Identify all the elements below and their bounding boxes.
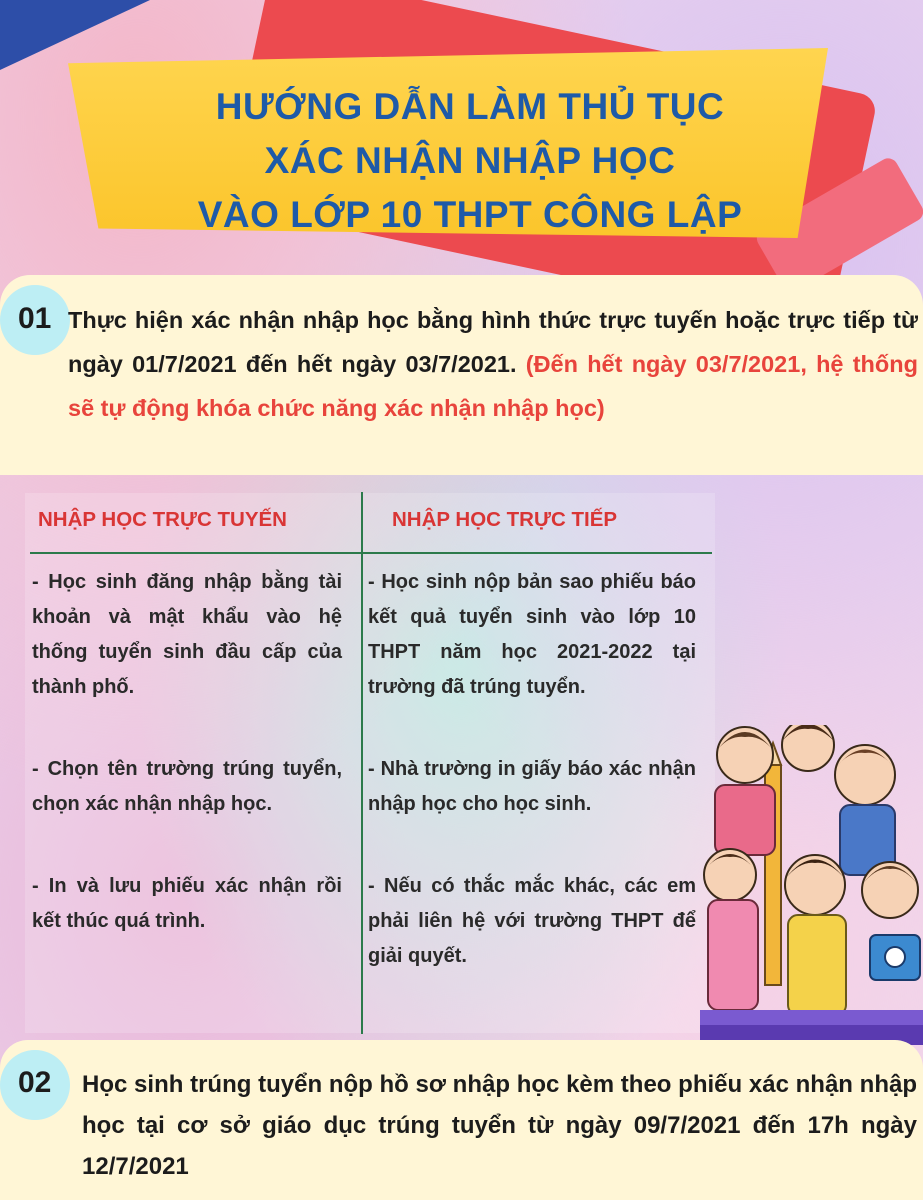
online-column — [32, 565, 342, 986]
step1-note: (Đến hết ngày 03/7/2021, hệ thống sẽ tự động khóa chức năng xác nhận nhập học) — [68, 351, 918, 421]
page-title — [120, 80, 820, 242]
direct-item-2: - Nhà trường in giấy báo xác nhận nhập học cho học sinh. — [368, 758, 696, 815]
step1-number: 01 — [18, 302, 52, 335]
online-item-2: - Chọn tên trường trúng tuyển, chọn xác nhận nhập học. — [32, 758, 342, 815]
direct-item-1: - Học sinh nộp bản sao phiếu báo kết quả tuyển sinh vào lớp 10 THPT năm học 2021-2022 tại trường đã trúng tuyển. — [368, 571, 696, 698]
online-item-1: - Học sinh đăng nhập bằng tài khoản và mật khẩu vào hệ thống tuyển sinh đầu cấp của thành phố. — [32, 571, 342, 698]
direct-column — [368, 565, 696, 1021]
title-line-2: XÁC NHẬN NHẬP HỌC — [264, 140, 676, 181]
step2-number: 02 — [18, 1066, 52, 1099]
header-direct: NHẬP HỌC TRỰC TIẾP — [392, 508, 618, 531]
step1-text: Thực hiện xác nhận nhập học bằng hình thức trực tuyến hoặc trực tiếp từ ngày 01/7/2021 đến hết ngày 03/7/2021. — [68, 307, 918, 377]
title-line-1: HƯỚNG DẪN LÀM THỦ TỤC — [215, 86, 725, 127]
title-line-3: VÀO LỚP 10 THPT CÔNG LẬP — [197, 194, 743, 235]
direct-item-3: - Nếu có thắc mắc khác, các em phải liên hệ với trường THPT để giải quyết. — [368, 875, 696, 967]
step2-text: Học sinh trúng tuyển nộp hồ sơ nhập học kèm theo phiếu xác nhận nhập học tại cơ sở giáo dục trúng tuyển từ ngày 09/7/2021 đến 17h ngày 12/7/2021 — [82, 1071, 917, 1180]
step1-text-block — [68, 298, 918, 430]
header-online: NHẬP HỌC TRỰC TUYẾN — [38, 508, 287, 531]
corner-decoration — [0, 0, 150, 70]
online-item-3: - In và lưu phiếu xác nhận rồi kết thúc quá trình. — [32, 875, 342, 932]
cartoon-students-icon — [700, 725, 923, 1045]
table-divider-vertical — [361, 492, 363, 1034]
table-divider-horizontal — [30, 552, 712, 554]
